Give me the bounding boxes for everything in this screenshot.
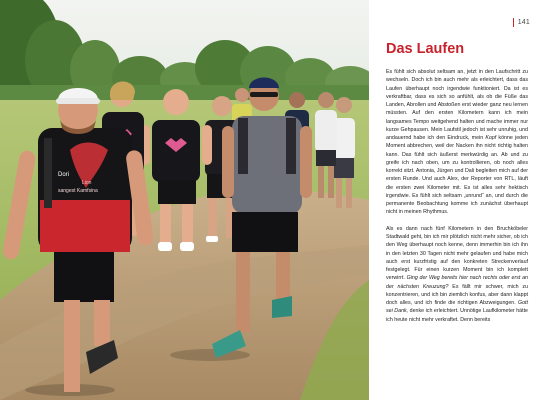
paragraph-2-text-b: Es fällt mir schwer, mich zu konzentrieren, und ich bin ziemlich konfus, aber dann klappt doch alles, und ich finde die richtigen Abzweigungen.: [386, 283, 528, 306]
page-number: 141: [517, 19, 530, 26]
paragraph-2-text-c: denke ich erleichtert. Unnötige Laufkilometer hätte ich heute nicht mehr verkraftet. Denn bereits: [386, 308, 528, 323]
shirt-text-top: Dori: [58, 172, 70, 178]
paragraph-2-text-a: Als es dann nach fünf Kilometern in den Bruchköbeler Stadtwald geht, bin ich mir plötzlich nicht mehr sicher, ob ich den Weg überhaupt noch kenne, denn immerhin bin ich ihn in den letzten 30 Tagen nicht mehr gelaufen und habe mich auch erst kurzfristig auf den konkreten Streckenverlauf festgelegt. Für einen kurzen Moment bin ich komplett verwirrt.: [386, 225, 528, 282]
paragraph-2-italic-2: Gott sei Dank,: [386, 300, 528, 315]
text-page: [369, 0, 556, 400]
body-text: [386, 68, 528, 324]
paragraph-1-italic: Kopf: [485, 135, 497, 141]
paragraph-1-text-a: Es fühlt sich absolut seltsam an, jetzt in den Laufschritt zu wechseln. Doch ich bin auch mehr als erleichtert, dass das Laufen überhaupt noch irgendwie funktioniert. Da ist es verkraftbar, dass es sich so anfühlt, als ob die Füße das Landen, Abrollen und Abstoßen erst wieder ganz neu lernen müssten. Auf den ersten Kilometern kann ich mein langsames Tempo weitgehend halten und mache immer nur kurze Gehpausen. Mein Laufstil jedoch ist sehr unruhig, und andauernd habe ich den Eindruck, mein: [386, 69, 528, 141]
shirt-text-mid: Lion: [82, 180, 92, 186]
shirt-text-bottom: sangest Kamfsina: [58, 188, 98, 194]
paragraph-2-italic: Ging der Weg bereits hier nach rechts oder erst an der nächsten Kreuzung?: [386, 275, 528, 290]
chapter-heading: Das Laufen: [386, 41, 465, 57]
paragraph-1-text-b: könne jeden Moment abbrechen, weil der Nacken ihn nicht richtig halten kann. Das fühlt sich äußerst merkwürdig an. Ab und zu greife ich nach oben, um zu kontrollieren, ob noch alles korrekt sitzt. Antonia, Jürgen und Dali begleiten mich auf der ersten Runde. Und auch Alex, der Reporter von RTL, läuft die ersten zwei Kilometer mit. Es ist alles sehr hektisch irgendwie. Es fühlt sich seltsam „unrund“ an, und durch die permanente Beobachtung komme ich zunächst überhaupt nicht in meinen Rhythmus.: [386, 135, 528, 216]
page-number-rule: [513, 18, 514, 27]
paragraph-2: [386, 225, 528, 324]
paragraph-1: [386, 68, 528, 217]
page-number-block: [513, 18, 530, 27]
